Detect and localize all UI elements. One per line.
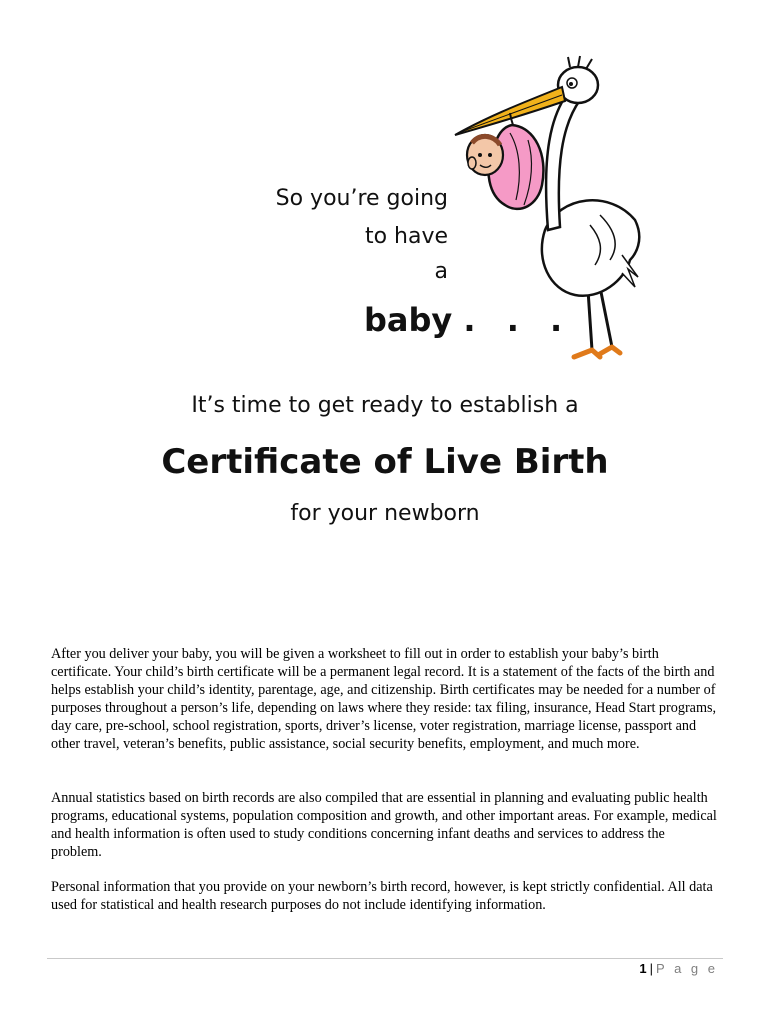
intro-line-1: So you’re going — [275, 186, 448, 211]
page-label: P a g e — [656, 961, 718, 976]
paragraph-intro: After you deliver your baby, you will be given a worksheet to fill out in order to establish your baby’s birth certificate. Your child’s birth certificate will be a permanent legal record. It is a statement of the facts of the birth and helps establish your child’s identity, parentage, age, and citizenship. Birth certificates may be needed for a number of purposes throughout a person’s life, depending on laws where they reside: tax filing, insurance, Head Start programs, day care, pre-school, school registration, sports, driver’s license, voter registration, marriage license, passport and other travel, veteran’s benefits, public assistance, social security benefits, employment, and much more. — [51, 646, 717, 752]
tagline: It’s time to get ready to establish a — [191, 393, 579, 418]
certificate-title: Certificate of Live Birth — [161, 442, 609, 482]
paragraph-confidentiality: Personal information that you provide on your newborn’s birth record, however, is kept strictly confidential. All data used for statistical and health research purposes do not include identifying information. — [51, 879, 713, 913]
paragraph-statistics: Annual statistics based on birth records are also compiled that are essential in planning and evaluating public health programs, educational systems, population composition and growth, and other important areas. For example, medical and health information is often used to study conditions concerning infant deaths and services to address the problem. — [51, 790, 717, 860]
footer-separator: | — [649, 961, 654, 976]
page-number: 1 — [639, 961, 647, 976]
intro-line-2: to have — [364, 224, 448, 249]
page-footer — [639, 961, 718, 976]
baby-dots: . . . — [463, 301, 573, 339]
footer-divider — [47, 958, 723, 959]
intro-line-3: a — [434, 259, 448, 284]
newborn-line: for your newborn — [290, 501, 480, 526]
baby-heading — [364, 301, 572, 339]
baby-word: baby — [364, 301, 453, 339]
